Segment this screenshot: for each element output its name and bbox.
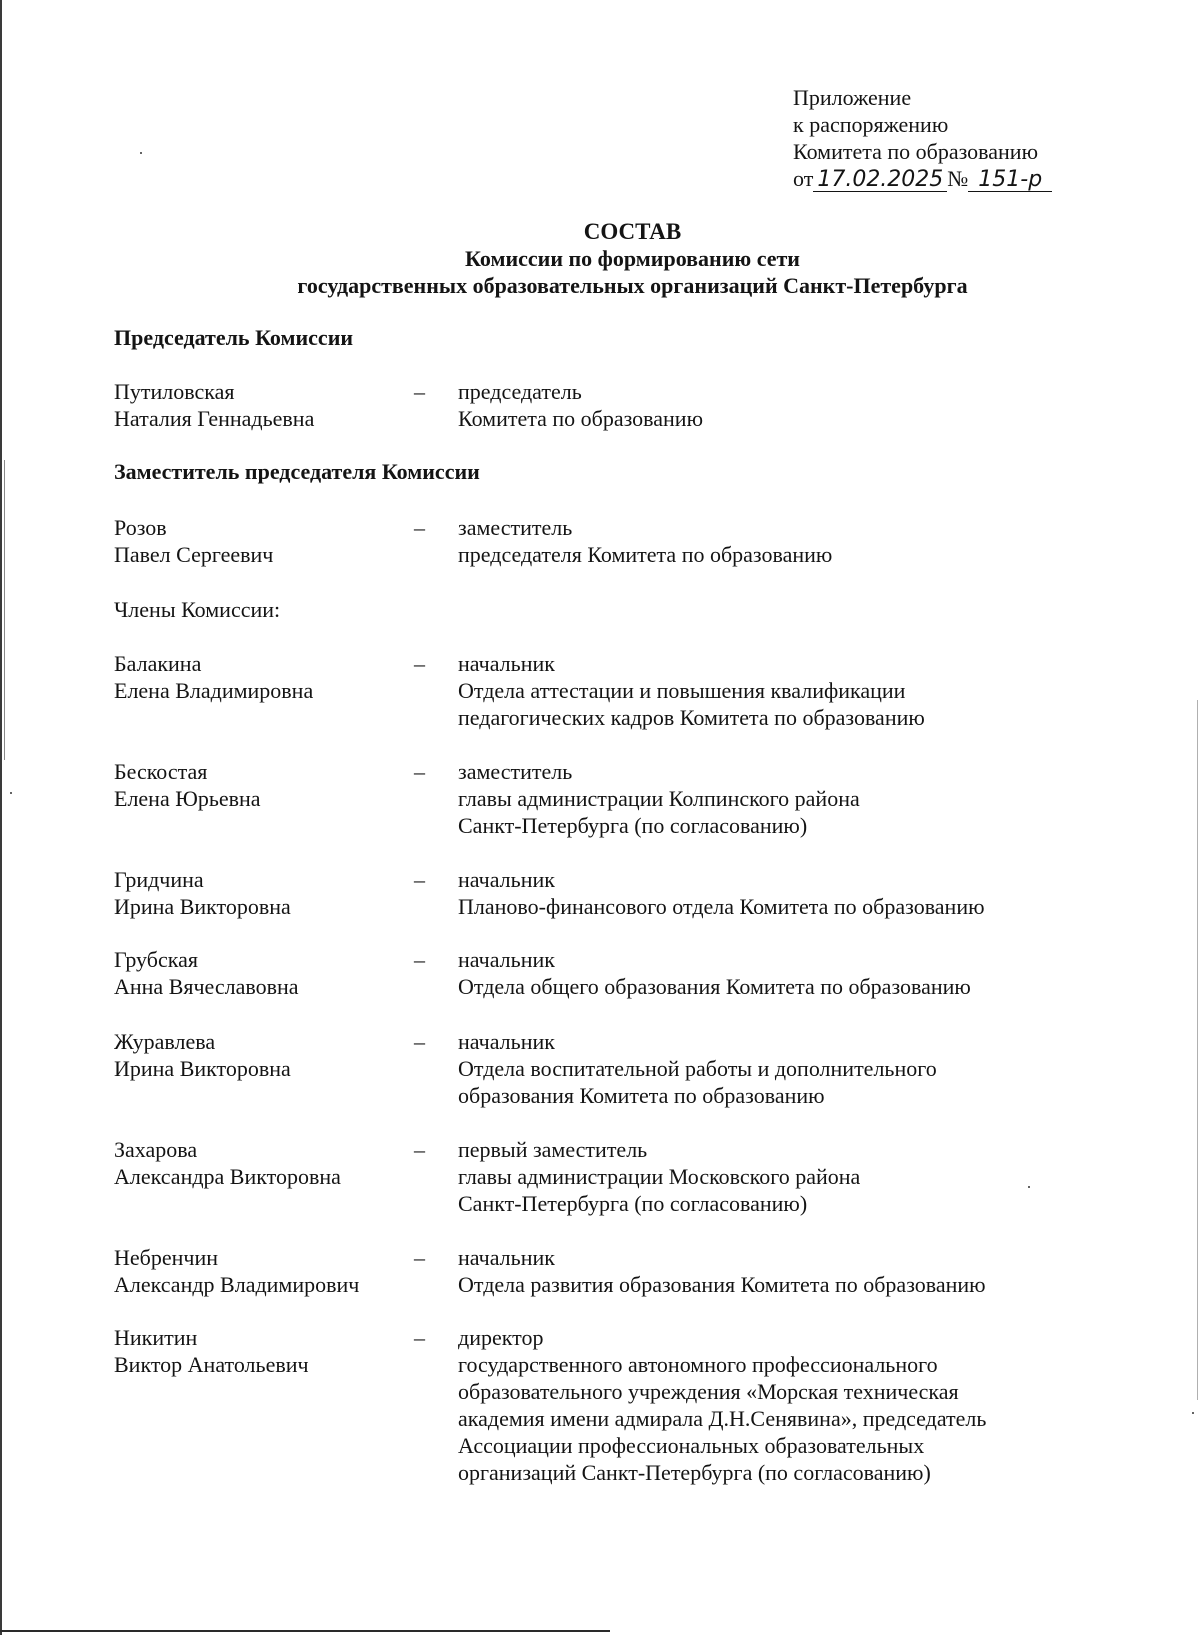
dash: –: [414, 1245, 425, 1270]
title-line-3: государственных образовательных организаций Санкт-Петербурга: [297, 273, 968, 298]
appendix-line-1: Приложение: [793, 85, 912, 110]
appendix-block: [793, 84, 1052, 192]
dash: –: [414, 947, 425, 972]
title-line-2: Комиссии по формированию сети: [465, 246, 800, 271]
person-position: заместитель председателя Комитета по образованию: [458, 515, 833, 567]
handwritten-date: 17.02.2025: [813, 169, 947, 192]
person-position: начальник Отдела развития образования Комитета по образованию: [458, 1245, 986, 1297]
person-name: Грубская Анна Вячеславовна: [114, 947, 299, 999]
dash: –: [414, 759, 425, 784]
person-name: Путиловская Наталия Геннадьевна: [114, 379, 315, 431]
date-prefix: от: [793, 166, 814, 191]
dash: –: [414, 1325, 425, 1350]
dash: –: [414, 1137, 425, 1162]
person-name: Журавлева Ирина Викторовна: [114, 1029, 291, 1081]
person-name: Гридчина Ирина Викторовна: [114, 867, 291, 919]
scan-speck: [10, 792, 12, 794]
person-name: Захарова Александра Викторовна: [114, 1137, 341, 1189]
handwritten-number: 151-р: [968, 169, 1052, 192]
scan-edge-left-inner: [4, 460, 5, 760]
section-deputy-heading: Заместитель председателя Комиссии: [114, 459, 480, 484]
scan-speck: [1192, 1412, 1194, 1414]
person-position: начальник Отдела общего образования Комитета по образованию: [458, 947, 971, 999]
appendix-line-3: Комитета по образованию: [793, 139, 1039, 164]
person-name: Розов Павел Сергеевич: [114, 515, 274, 567]
title-line-1: СОСТАВ: [583, 219, 682, 244]
appendix-date-line: [793, 165, 1052, 192]
dash: –: [414, 379, 425, 404]
person-name: Никитин Виктор Анатольевич: [114, 1325, 309, 1377]
scan-speck: [1028, 1186, 1030, 1188]
person-name: Бескостая Елена Юрьевна: [114, 759, 261, 811]
person-position: первый заместитель главы администрации Московского района Санкт-Петербурга (по согласованию): [458, 1137, 861, 1216]
scan-bottom-line: [0, 1630, 610, 1632]
dash: –: [414, 1029, 425, 1054]
person-name: Небренчин Александр Владимирович: [114, 1245, 360, 1297]
person-position: начальник Планово-финансового отдела Комитета по образованию: [458, 867, 985, 919]
dash: –: [414, 651, 425, 676]
person-name: Балакина Елена Владимировна: [114, 651, 314, 703]
section-chair-heading: Председатель Комиссии: [114, 325, 354, 350]
number-sign: №: [947, 166, 969, 191]
scan-edge-right: [1197, 700, 1198, 1400]
person-position: начальник Отдела воспитательной работы и дополнительного образования Комитета по образованию: [458, 1029, 937, 1108]
document-title: [0, 218, 1200, 299]
dash: –: [414, 867, 425, 892]
section-members-heading: Члены Комиссии:: [114, 597, 281, 622]
appendix-line-2: к распоряжению: [793, 112, 949, 137]
person-position: начальник Отдела аттестации и повышения квалификации педагогических кадров Комитета по образованию: [458, 651, 925, 730]
dash: –: [414, 515, 425, 540]
person-position: заместитель главы администрации Колпинского района Санкт-Петербурга (по согласованию): [458, 759, 860, 838]
person-position: директор государственного автономного профессионального образовательного учреждения «Морская техническая академия имени адмирала Д.Н.Сенявина», председатель Ассоциации профессиональных образовательных организаций Санкт-Петербурга (по согласованию): [458, 1325, 987, 1485]
scan-speck: [140, 152, 142, 154]
person-position: председатель Комитета по образованию: [458, 379, 704, 431]
